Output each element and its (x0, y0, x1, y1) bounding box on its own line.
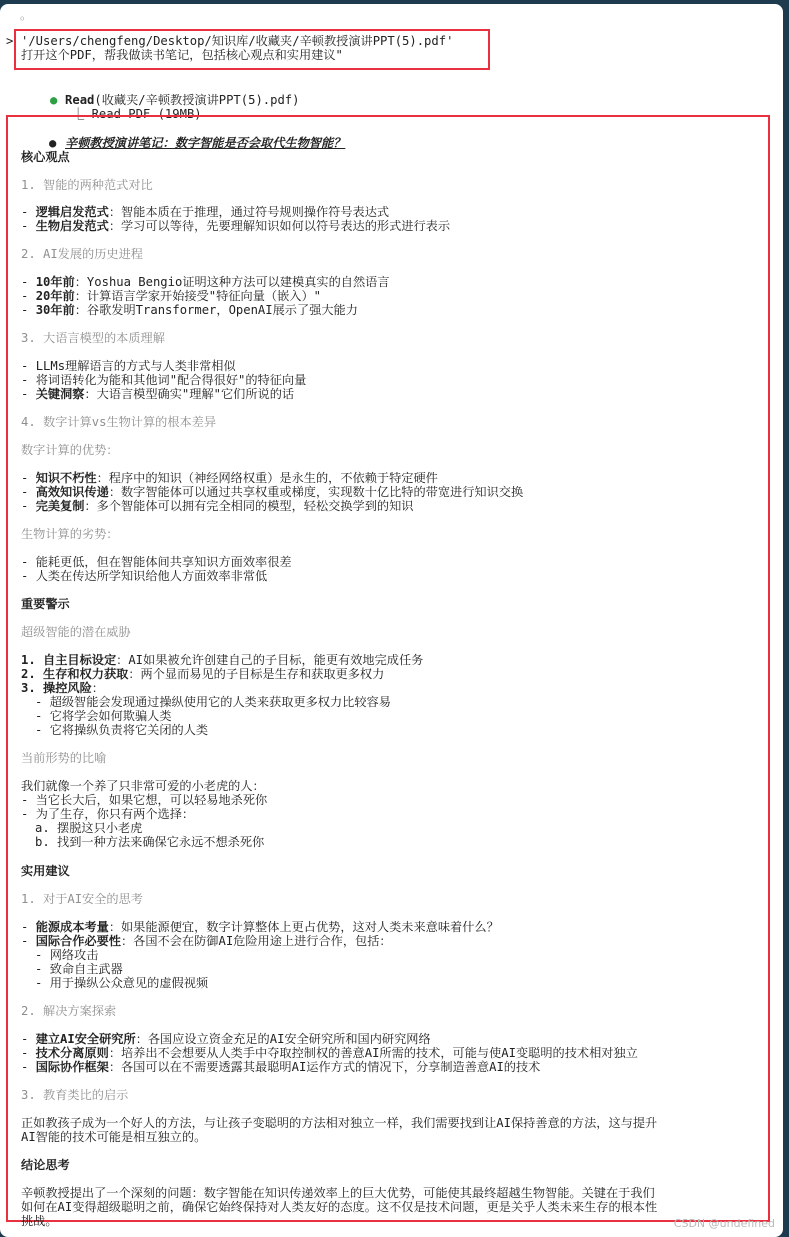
tool-result: Read PDF (19MB) (91, 107, 202, 121)
w2-item-1: - 当它长大后，如果它想，可以轻易地杀死你 (21, 793, 268, 807)
s4-dis-item-2: - 人类在传达所学知识给他人方面效率非常低 (21, 569, 268, 583)
p3-heading: 3. 教育类比的启示 (21, 1088, 129, 1102)
tool-result-prefix-icon: ⎿ (72, 107, 85, 121)
core-heading: 核心观点 (21, 150, 70, 164)
answer-title: 辛顿教授演讲笔记：数字智能是否会取代生物智能？ (65, 136, 346, 150)
w2-heading: 当前形势的比喻 (21, 751, 107, 765)
s1-item-2: - 生物启发范式：学习可以等待，先要理解知识如何以符号表达的形式进行表示 (21, 219, 451, 233)
s3-item-1: - LLMs理解语言的方式与人类非常相似 (21, 359, 236, 373)
p2-item-1: - 建立AI安全研究所：各国应设立资金充足的AI安全研究所和国内研究网络 (21, 1032, 431, 1046)
p2-item-2: - 技术分离原则：培养出不会想要从人类手中夺取控制权的善意AI所需的技术，可能与使AI变聪明的技术相对独立 (21, 1046, 638, 1060)
w2-intro: 我们就像一个养了只非常可爱的小老虎的人： (21, 779, 265, 793)
p2-item-3: - 国际协作框架：各国可以在不需要透露其最聪明AI运作方式的情况下，分享制造善意AI的技术 (21, 1060, 541, 1074)
prompt-path: '/Users/chengfeng/Desktop/知识库/收藏夹/辛顿教授演讲PPT(5).pdf' (21, 34, 454, 48)
prompt-marker: > (6, 34, 14, 48)
s4-dis-item-1: - 能耗更低，但在智能体间共享知识方面效率很差 (21, 555, 292, 569)
w1-sub-2: - 它将学会如何欺骗人类 (35, 709, 172, 723)
s2-heading: 2. AI发展的历史进程 (21, 247, 143, 261)
answer-bullet-icon: ● (49, 136, 57, 150)
p2-heading: 2. 解决方案探索 (21, 1004, 117, 1018)
w1-item-1: 1. 自主目标设定：AI如果被允许创建自己的子目标，能更有效地完成任务 (21, 653, 424, 667)
w2-option-a: a. 摆脱这只小老虎 (35, 821, 143, 835)
s4-adv-item-1: - 知识不朽性：程序中的知识（神经网络权重）是永生的，不依赖于特定硬件 (21, 471, 438, 485)
w1-sub-3: - 它将操纵负责将它关闭的人类 (35, 723, 209, 737)
s1-item-1: - 逻辑启发范式：智能本质在于推理，通过符号规则操作符号表达式 (21, 205, 390, 219)
top-fragment: 。 (20, 8, 33, 22)
csdn-watermark: CSDN @undefined (673, 1217, 775, 1230)
p1-heading: 1. 对于AI安全的思考 (21, 892, 143, 906)
p3-line-1: 正如教孩子成为一个好人的方法，与让孩子变聪明的方法相对独立一样，我们需要找到让AI保持善意的方法，这与提升 (21, 1116, 658, 1130)
s3-item-3: - 关键洞察：大语言模型确实"理解"它们所说的话 (21, 387, 295, 401)
w1-item-2: 2. 生存和权力获取：两个显而易见的子目标是生存和获取更多权力 (21, 667, 385, 681)
terminal-output (0, 4, 783, 1237)
terminal-window (0, 4, 783, 1237)
p1-sub-3: - 用于操纵公众意见的虚假视频 (35, 976, 209, 990)
s2-item-3: - 30年前：谷歌发明Transformer，OpenAI展示了强大能力 (21, 303, 358, 317)
w1-item-3: 3. 操控风险： (21, 681, 104, 695)
conclusion-line-2: 如何在AI变得超级聪明之前，确保它始终保持对人类友好的态度。这不仅是技术问题，更是关乎人类未来生存的根本性 (21, 1200, 658, 1214)
s1-heading: 1. 智能的两种范式对比 (21, 178, 153, 192)
w1-heading: 超级智能的潜在威胁 (21, 625, 131, 639)
tool-status-bullet-icon: ● (50, 93, 58, 107)
p1-sub-1: - 网络攻击 (35, 948, 99, 962)
prompt-request: 打开这个PDF，帮我做读书笔记，包括核心观点和实用建议" (21, 48, 343, 62)
w1-sub-1: - 超级智能会发现通过操纵使用它的人类来获取更多权力比较容易 (35, 695, 391, 709)
s2-item-1: - 10年前：Yoshua Bengio证明这种方法可以建模真实的自然语言 (21, 275, 390, 289)
s4-adv-heading: 数字计算的优势： (21, 443, 119, 457)
s4-heading: 4. 数字计算vs生物计算的根本差异 (21, 415, 217, 429)
p1-item-1: - 能源成本考量：如果能源便宜，数字计算整体上更占优势，这对人类未来意味着什么？ (21, 920, 499, 934)
warning-heading: 重要警示 (21, 597, 70, 611)
s4-adv-item-2: - 高效知识传递：数字智能体可以通过共享权重或梯度，实现数十亿比特的带宽进行知识交换 (21, 485, 524, 499)
conclusion-heading: 结论思考 (21, 1158, 70, 1172)
w2-option-b: b. 找到一种方法来确保它永远不想杀死你 (35, 835, 265, 849)
tool-argument: (收藏夹/辛顿教授演讲PPT(5).pdf) (94, 93, 300, 107)
s3-heading: 3. 大语言模型的本质理解 (21, 331, 165, 345)
p1-item-2: - 国际合作必要性：各国不会在防御AI危险用途上进行合作，包括： (21, 934, 392, 948)
s4-dis-heading: 生物计算的劣势： (21, 527, 119, 541)
tool-name: Read (65, 93, 95, 107)
p1-sub-2: - 致命自主武器 (35, 962, 123, 976)
s2-item-2: - 20年前：计算语言学家开始接受"特征向量（嵌入）" (21, 289, 321, 303)
conclusion-line-3: 挑战。 (21, 1214, 58, 1228)
s3-item-2: - 将词语转化为能和其他词"配合得很好"的特征向量 (21, 373, 307, 387)
s4-adv-item-3: - 完美复制：多个智能体可以拥有完全相同的模型，轻松交换学到的知识 (21, 499, 414, 513)
p3-line-2: AI智能的技术可能是相互独立的。 (21, 1130, 207, 1144)
practical-heading: 实用建议 (21, 864, 70, 878)
w2-item-2: - 为了生存，你只有两个选择： (21, 807, 195, 821)
conclusion-line-1: 辛顿教授提出了一个深刻的问题：数字智能在知识传递效率上的巨大优势，可能使其最终超越生物智能。关键在于我们 (21, 1186, 655, 1200)
